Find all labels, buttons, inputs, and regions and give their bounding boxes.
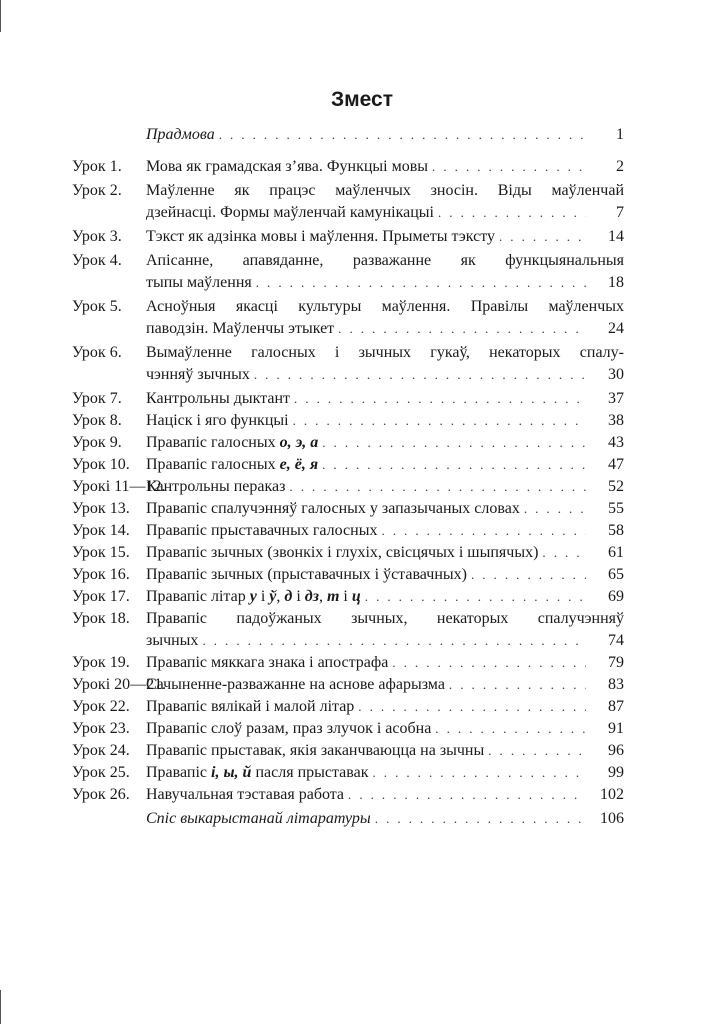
page-number: 87 [608, 698, 624, 715]
lesson-number: Урок 24. [72, 742, 130, 759]
entry-title [146, 156, 624, 178]
lesson-number: Урок 14. [72, 522, 130, 539]
entry-title-line: Правапіс падоўжаных зычных, некаторых спалучэнняў [146, 610, 624, 627]
letter-separator: і [292, 588, 305, 605]
toc-entry[interactable] [72, 542, 624, 564]
page-number: 37 [608, 390, 624, 407]
entry-title [146, 674, 624, 696]
entry-title-line: Правапіс зычных (звонкіх і глухіх, свісцячых і шыпячых) [146, 544, 539, 561]
dot-leader [294, 388, 586, 410]
entry-title-line: Правапіс зычных (прыставачных і ўставачных) [146, 566, 467, 583]
lesson-number: Урок 13. [72, 500, 130, 517]
letter-examples: і, ы, й [211, 764, 252, 781]
letter-separator: і [339, 588, 352, 605]
entry-title [146, 180, 624, 224]
entry-title-line: Спіс выкарыстанай літаратуры [146, 810, 371, 827]
entry-title [146, 520, 624, 542]
page-number: 1 [616, 126, 624, 143]
entry-text: Правапіс галосных [146, 434, 276, 451]
dot-leader [293, 410, 586, 432]
page-number: 43 [608, 434, 624, 451]
entry-title-line: Правапіс прыставачных галосных [146, 522, 378, 539]
lesson-number: Урокі 11—12. [72, 478, 166, 495]
toc-entry[interactable] [72, 180, 624, 224]
page-number: 96 [608, 742, 624, 759]
entry-title [146, 250, 624, 294]
entry-title [146, 542, 624, 564]
page-number: 83 [608, 676, 624, 693]
lesson-number: Урок 19. [72, 654, 130, 671]
entry-title [146, 476, 624, 498]
toc-entry[interactable] [72, 156, 624, 178]
letter-separator: і [256, 588, 270, 605]
entry-title-line: Правапіс мяккага знака і апострафа [146, 654, 389, 671]
letter-example: дз [304, 588, 319, 605]
lesson-number: Урок 5. [72, 298, 122, 315]
dot-leader [375, 808, 586, 830]
entry-title [146, 432, 624, 454]
entry-title-line: Апісанне, апавяданне, разважанне як функцыянальныя [146, 252, 624, 269]
dot-leader [432, 156, 586, 178]
page-number: 14 [608, 228, 624, 245]
toc-entry[interactable] [72, 250, 624, 294]
entry-text: Правапіс [146, 764, 207, 781]
entry-title [146, 762, 624, 784]
entry-title [146, 342, 624, 386]
page-number: 61 [608, 544, 624, 561]
entry-title-line: Правапіс спалучэнняў галосных у запазычаных словах [146, 500, 520, 517]
lesson-number: Урок 25. [72, 764, 130, 781]
entry-title-line: Кантрольны дыктант [146, 390, 290, 407]
dot-leader [381, 520, 586, 542]
lesson-number: Урок 26. [72, 786, 130, 803]
entry-title [146, 388, 624, 410]
page-title: Змест [330, 88, 394, 111]
page-number: 2 [616, 158, 624, 175]
dot-leader [488, 740, 586, 762]
toc-entry[interactable] [72, 454, 624, 476]
entry-title [146, 586, 624, 608]
lesson-number: Урок 6. [72, 344, 122, 361]
page-number: 38 [608, 412, 624, 429]
entry-title-line: Маўленне як працэс маўленчых зносін. Віды маўленчай [146, 182, 624, 199]
toc-entry[interactable] [72, 652, 624, 674]
lesson-number: Урок 16. [72, 566, 130, 583]
table-of-contents [72, 124, 624, 830]
dot-leader [372, 762, 586, 784]
page-number: 65 [608, 566, 624, 583]
dot-leader [449, 674, 586, 696]
entry-title-line: Асноўныя якасці культуры маўлення. Правілы маўленчых [146, 298, 624, 315]
dot-leader [524, 498, 586, 520]
letter-example: у [249, 588, 257, 605]
lesson-number: Урок 2. [72, 182, 122, 199]
lesson-number: Урок 18. [72, 610, 130, 627]
entry-title-line [146, 586, 361, 608]
entry-title-line: Сачыненне-разважанне на аснове афарызма [146, 676, 445, 693]
page-number: 24 [608, 320, 624, 337]
page-edge-mark-top [0, 0, 1, 32]
dot-leader [338, 318, 586, 340]
dot-leader [256, 272, 586, 294]
page-number: 7 [616, 204, 624, 221]
entry-title-line: чэнняў зычных [146, 366, 250, 383]
dot-leader [322, 454, 586, 476]
entry-title-line: Прадмова [146, 126, 215, 143]
dot-leader [542, 542, 586, 564]
entry-title-line [146, 432, 318, 454]
dot-leader [358, 696, 586, 718]
entry-title [146, 784, 624, 806]
toc-entry[interactable] [72, 564, 624, 586]
toc-entry[interactable] [72, 498, 624, 520]
entry-text: Правапіс літар [146, 588, 246, 605]
page-number: 106 [600, 810, 624, 827]
toc-entry[interactable] [72, 410, 624, 432]
dot-leader [435, 718, 586, 740]
dot-leader [499, 226, 586, 248]
page-number: 99 [608, 764, 624, 781]
dot-leader [392, 652, 586, 674]
letter-examples: о, э, а [279, 434, 319, 451]
entry-title [146, 124, 624, 146]
letter-example: т [326, 588, 340, 605]
entry-title [146, 740, 624, 762]
lesson-number: Урок 3. [72, 228, 122, 245]
dot-leader [254, 364, 586, 386]
lesson-number: Урок 23. [72, 720, 130, 737]
entry-title-line: Націск і яго функцыі [146, 412, 289, 429]
page-number: 52 [608, 478, 624, 495]
lesson-number: Урок 17. [72, 588, 130, 605]
entry-title-line: Правапіс слоў разам, праз злучок і асобна [146, 720, 432, 737]
lesson-number: Урок 8. [72, 412, 122, 429]
entry-title [146, 564, 624, 586]
dot-leader [348, 784, 586, 806]
letter-example: ц [351, 588, 361, 605]
entry-title [146, 296, 624, 340]
toc-entry[interactable] [72, 740, 624, 762]
letter-separator: , [276, 588, 285, 605]
entry-title-line: дзейнасці. Формы маўленчай камунікацыі [146, 204, 434, 221]
page-number: 30 [608, 366, 624, 383]
entry-title [146, 410, 624, 432]
page-number: 47 [608, 456, 624, 473]
toc-entry[interactable] [72, 586, 624, 608]
toc-entry[interactable] [72, 476, 624, 498]
toc-entry[interactable] [72, 718, 624, 740]
dot-leader [219, 124, 586, 146]
page-number: 18 [608, 274, 624, 291]
toc-entry[interactable] [72, 296, 624, 340]
entry-title-line [146, 454, 318, 476]
toc-entry[interactable] [72, 762, 624, 784]
entry-title [146, 226, 624, 248]
dot-leader [289, 476, 586, 498]
letter-example: д [284, 588, 293, 605]
entry-title-line: Правапіс вялікай і малой літар [146, 698, 355, 715]
entry-title-line: паводзін. Маўленчы этыкет [146, 320, 335, 337]
toc-entry[interactable] [72, 808, 624, 830]
lesson-number: Урок 10. [72, 456, 130, 473]
lesson-number [72, 124, 146, 146]
page-number: 91 [608, 720, 624, 737]
entry-title [146, 808, 624, 830]
dot-leader [471, 564, 586, 586]
entry-title-line: Вымаўленне галосных і зычных гукаў, некаторых спалу- [146, 344, 624, 361]
toc-entry[interactable] [72, 784, 624, 806]
entry-title-line: зычных [146, 632, 199, 649]
lesson-number: Урок 7. [72, 390, 122, 407]
page-number: 55 [608, 500, 624, 517]
entry-text-tail: пасля прыставак [255, 764, 369, 781]
entry-title-line [146, 762, 368, 784]
page-number: 102 [600, 786, 624, 803]
toc-entry[interactable] [72, 696, 624, 718]
entry-title-line: Навучальная тэставая работа [146, 786, 345, 803]
toc-entry[interactable] [72, 226, 624, 248]
entry-title-line: Тэкст як адзінка мовы і маўлення. Прыметы тэксту [146, 228, 495, 245]
entry-title [146, 608, 624, 652]
dot-leader [202, 630, 586, 652]
page-number: 58 [608, 522, 624, 539]
toc-entry[interactable] [72, 124, 624, 146]
lesson-number: Урок 22. [72, 698, 130, 715]
toc-entry[interactable] [72, 342, 624, 386]
page-number: 79 [608, 654, 624, 671]
letter-example: ў [269, 588, 277, 605]
toc-entry[interactable] [72, 432, 624, 454]
lesson-number: Урок 15. [72, 544, 130, 561]
lesson-number [72, 808, 146, 830]
lesson-number: Урокі 20—21. [72, 676, 167, 693]
lesson-number: Урок 1. [72, 158, 122, 175]
dot-leader [322, 432, 586, 454]
entry-title-line: Кантрольны пераказ [146, 478, 286, 495]
entry-title [146, 718, 624, 740]
entry-title-line: Мова як грамадская з’ява. Функцыі мовы [146, 158, 429, 175]
toc-entry[interactable] [72, 388, 624, 410]
page-number: 74 [608, 632, 624, 649]
dot-leader [365, 586, 586, 608]
toc-entry[interactable] [72, 608, 624, 652]
entry-title [146, 696, 624, 718]
entry-title [146, 652, 624, 674]
page-number: 69 [608, 588, 624, 605]
entry-title [146, 454, 624, 476]
entry-title-line: Правапіс прыставак, якія заканчваюцца на зычны [146, 742, 485, 759]
lesson-number: Урок 9. [72, 434, 122, 451]
entry-title [146, 498, 624, 520]
letter-examples: е, ё, я [279, 456, 319, 473]
entry-text: Правапіс галосных [146, 456, 276, 473]
lesson-number: Урок 4. [72, 252, 122, 269]
page-edge-mark-bottom [0, 990, 1, 1024]
toc-entry[interactable] [72, 520, 624, 542]
dot-leader [438, 202, 586, 224]
entry-title-line: тыпы маўлення [146, 274, 252, 291]
letter-separator: , [318, 588, 327, 605]
toc-entry[interactable] [72, 674, 624, 696]
